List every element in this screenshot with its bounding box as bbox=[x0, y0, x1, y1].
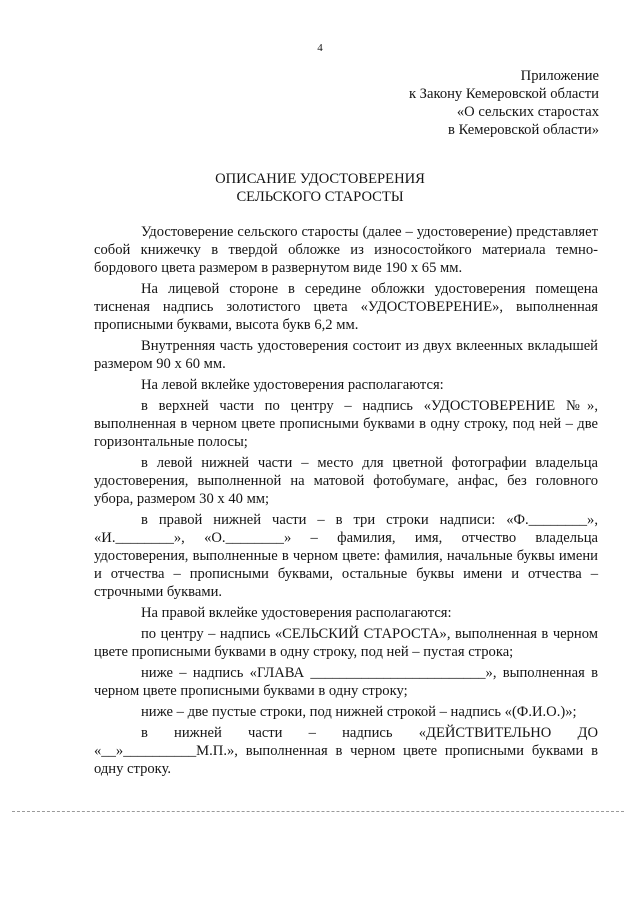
paragraph: в правой нижней части – в три строки надписи: «Ф.________», «И.________», «О.________» – фамилия, имя, отчество владельца удостоверения, выполненные в черном цвете: фамилия, начальные буквы имени и отчества – прописными буквами, остальные буквы имени и отчества – строчными буквами. bbox=[94, 512, 598, 600]
paragraph: На лицевой стороне в середине обложки удостоверения помещена тисненая надпись золотистого цвета «УДОСТОВЕРЕНИЕ», выполненная прописными буквами, высота букв 6,2 мм. bbox=[94, 281, 598, 333]
paragraph: в верхней части по центру – надпись «УДОСТОВЕРЕНИЕ №», выполненная в черном цвете прописными буквами в одну строку, под ней – две горизонтальные полосы; bbox=[94, 398, 598, 450]
paragraph: по центру – надпись «СЕЛЬСКИЙ СТАРОСТА», выполненная в черном цвете прописными буквами в одну строку, под ней – пустая строка; bbox=[94, 626, 598, 660]
appendix-line: Приложение bbox=[520, 68, 599, 84]
footer-divider bbox=[12, 811, 624, 812]
paragraph: в нижней части – надпись «ДЕЙСТВИТЕЛЬНО ДО «__»__________М.П.», выполненная в черном цвете прописными буквами в одну строку. bbox=[94, 725, 598, 777]
appendix-block bbox=[409, 67, 599, 139]
paragraph: На правой вклейке удостоверения располагаются: bbox=[141, 605, 452, 621]
title-line: ОПИСАНИЕ УДОСТОВЕРЕНИЯ bbox=[215, 171, 425, 187]
paragraph: ниже – надпись «ГЛАВА ________________________», выполненная в черном цвете прописными буквами в одну строку; bbox=[94, 665, 598, 699]
paragraph: Внутренняя часть удостоверения состоит из двух вклеенных вкладышей размером 90 x 60 мм. bbox=[94, 338, 598, 372]
paragraph: в левой нижней части – место для цветной фотографии владельца удостоверения, выполненной на матовой фотобумаге, анфас, без головного убора, размером 30 x 40 мм; bbox=[94, 455, 598, 507]
document-title bbox=[0, 170, 640, 206]
title-line: СЕЛЬСКОГО СТАРОСТЫ bbox=[236, 189, 404, 205]
paragraph: Удостоверение сельского старосты (далее – удостоверение) представляет собой книжечку в твердой обложке из износостойкого материала темно-бордового цвета размером в развернутом виде 190 x 65 мм. bbox=[94, 224, 598, 276]
page-number: 4 bbox=[317, 42, 323, 54]
appendix-line: в Кемеровской области» bbox=[448, 122, 599, 138]
appendix-line: к Закону Кемеровской области bbox=[408, 86, 599, 102]
paragraph: ниже – две пустые строки, под нижней строкой – надпись «(Ф.И.О.)»; bbox=[141, 704, 577, 720]
document-body bbox=[94, 223, 598, 781]
paragraph: На левой вклейке удостоверения располагаются: bbox=[141, 377, 444, 393]
appendix-line: «О сельских старостах bbox=[456, 104, 599, 120]
